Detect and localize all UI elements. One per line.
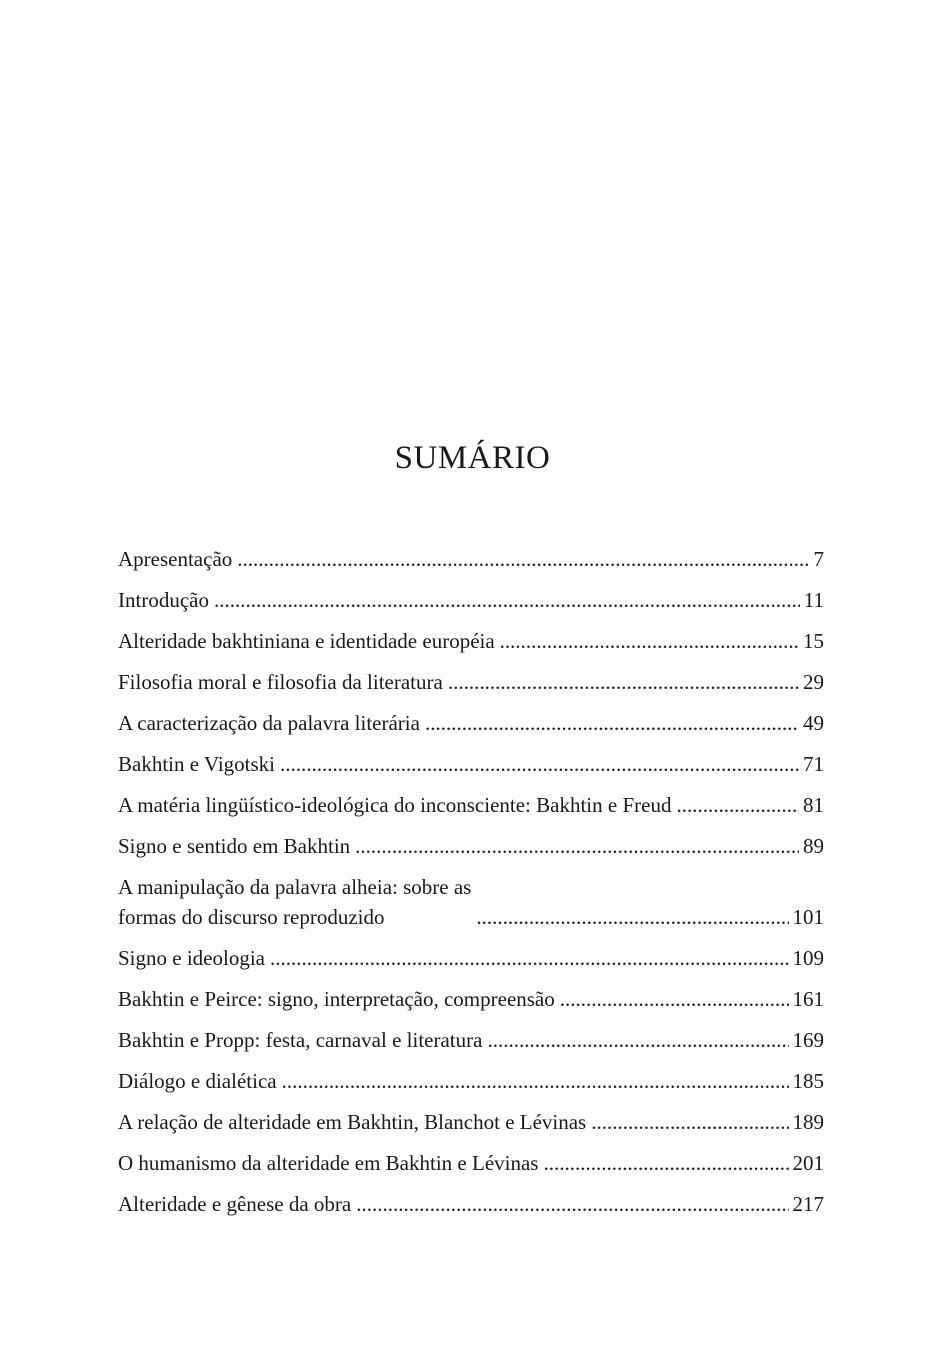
page-title: SUMÁRIO	[394, 440, 551, 476]
toc-entry-title: Alteridade bakhtiniana e identidade européia	[118, 629, 495, 653]
toc-entry-title: A caracterização da palavra literária	[118, 711, 420, 735]
toc-entry-page: 217	[792, 1192, 824, 1216]
toc-entry-title: Diálogo e dialética	[118, 1069, 277, 1093]
toc-entry[interactable]	[118, 872, 824, 932]
toc-entry[interactable]	[118, 1107, 824, 1137]
toc-entry-title: formas do discurso reproduzido	[118, 905, 385, 929]
toc-entry[interactable]	[118, 585, 824, 615]
dot-leader	[476, 902, 788, 932]
dot-leader	[543, 1148, 788, 1178]
toc-entry-page: 11	[803, 588, 824, 612]
toc-entry-page: 29	[803, 670, 824, 694]
toc-entry[interactable]	[118, 831, 824, 861]
toc-entry[interactable]	[118, 749, 824, 779]
dot-leader	[591, 1107, 788, 1137]
toc-entry-page: 169	[792, 1028, 824, 1052]
dot-leader	[214, 585, 800, 615]
toc-entry-page: 71	[803, 752, 824, 776]
dot-leader	[676, 790, 799, 820]
toc-entry-page: 89	[803, 834, 824, 858]
toc-entry-title: Bakhtin e Propp: festa, carnaval e literatura	[118, 1028, 483, 1052]
toc-entry-page: 185	[792, 1069, 824, 1093]
toc-entry[interactable]	[118, 984, 824, 1014]
toc-entry-title: A relação de alteridade em Bakhtin, Blanchot e Lévinas	[118, 1110, 587, 1134]
dot-leader	[270, 943, 789, 973]
toc-entry-page: 101	[792, 905, 824, 929]
toc-entry[interactable]	[118, 790, 824, 820]
dot-leader	[560, 984, 789, 1014]
toc-entry-page: 7	[813, 547, 824, 571]
toc-entry-title-line1: A manipulação da palavra alheia: sobre as	[118, 875, 472, 899]
table-of-contents	[118, 544, 824, 1230]
toc-entry[interactable]	[118, 708, 824, 738]
toc-entry-page: 109	[792, 946, 824, 970]
dot-leader	[425, 708, 799, 738]
dot-leader	[237, 544, 809, 574]
toc-entry-page: 15	[803, 629, 824, 653]
toc-entry[interactable]	[118, 1189, 824, 1219]
toc-entry[interactable]	[118, 626, 824, 656]
toc-entry[interactable]	[118, 943, 824, 973]
toc-entry-title: Bakhtin e Peirce: signo, interpretação, compreensão	[118, 987, 555, 1011]
dot-leader	[355, 831, 799, 861]
toc-entry-title: Bakhtin e Vigotski	[118, 752, 276, 776]
toc-entry-title: Filosofia moral e filosofia da literatura	[118, 670, 443, 694]
toc-entry-page: 81	[803, 793, 824, 817]
toc-entry-title: Signo e sentido em Bakhtin	[118, 834, 351, 858]
toc-entry[interactable]	[118, 544, 824, 574]
toc-entry-title: A matéria lingüístico-ideológica do inconsciente: Bakhtin e Freud	[118, 793, 672, 817]
toc-entry[interactable]	[118, 1148, 824, 1178]
dot-leader	[487, 1025, 788, 1055]
toc-entry-page: 201	[792, 1151, 824, 1175]
toc-entry-title: Apresentação	[118, 547, 233, 571]
dot-leader	[282, 1066, 789, 1096]
toc-entry-page: 49	[803, 711, 824, 735]
toc-entry[interactable]	[118, 1025, 824, 1055]
toc-entry-page: 161	[792, 987, 824, 1011]
toc-entry[interactable]	[118, 1066, 824, 1096]
toc-entry-title: Introdução	[118, 588, 209, 612]
dot-leader	[448, 667, 799, 697]
toc-entry-page: 189	[792, 1110, 824, 1134]
toc-entry-title: Alteridade e gênese da obra	[118, 1192, 352, 1216]
toc-entry-title: Signo e ideologia	[118, 946, 265, 970]
toc-entry[interactable]	[118, 667, 824, 697]
dot-leader	[356, 1189, 788, 1219]
toc-entry-title: O humanismo da alteridade em Bakhtin e Lévinas	[118, 1151, 539, 1175]
dot-leader	[500, 626, 799, 656]
dot-leader	[280, 749, 799, 779]
